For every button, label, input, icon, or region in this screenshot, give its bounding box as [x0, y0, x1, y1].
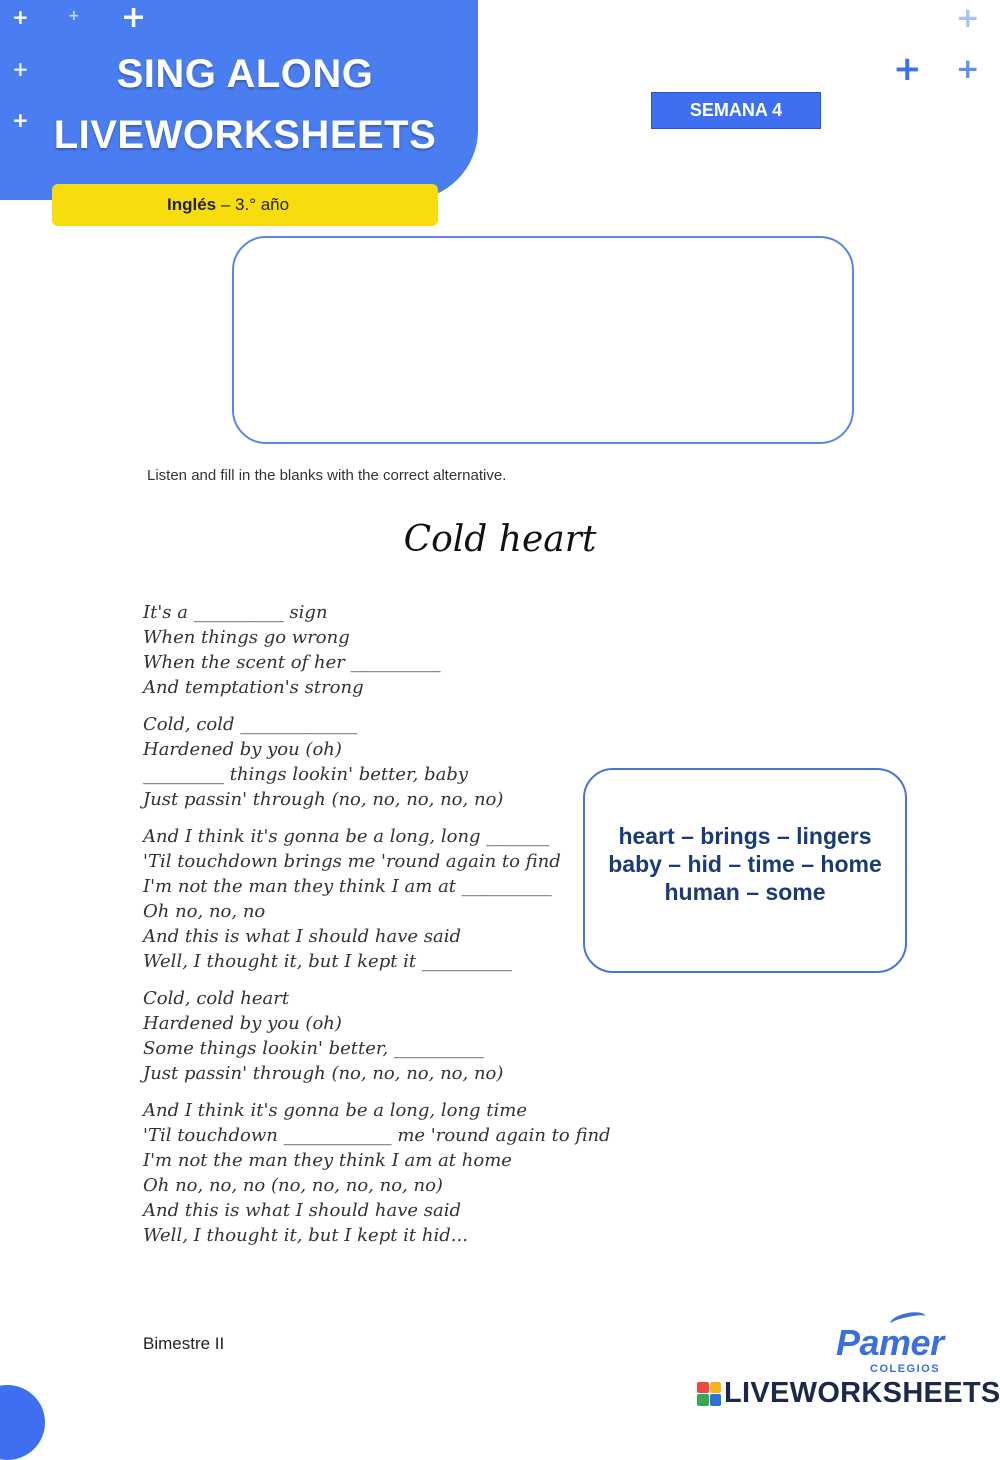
subject-label	[167, 195, 289, 215]
school-logo-subtitle: COLEGIOS	[870, 1363, 941, 1375]
lyric-line: And I think it's gonna be a long, long time	[143, 1100, 528, 1121]
term-label: Bimestre II	[143, 1334, 225, 1353]
lyric-line: And this is what I should have said	[143, 926, 461, 947]
lyric-line[interactable]: Well, I thought it, but I kept it __________	[143, 951, 512, 972]
plus-icon: +	[121, 0, 147, 35]
song-title: Cold heart	[403, 519, 597, 560]
lyric-line: I'm not the man they think I am at home	[143, 1150, 512, 1171]
plus-icon: +	[893, 49, 922, 89]
subject-bar	[52, 184, 438, 226]
word-bank-line: heart – brings – lingers	[618, 823, 872, 849]
lyric-line: Just passin' through (no, no, no, no, no)	[143, 1063, 504, 1084]
lyric-line[interactable]: Some things lookin' better, __________	[143, 1038, 484, 1059]
lyrics-stanza	[143, 1098, 611, 1248]
school-logo: Pamer	[836, 1322, 944, 1363]
lyric-line: And temptation's strong	[143, 677, 364, 698]
plus-icon: +	[12, 108, 29, 132]
lyric-line[interactable]: _________ things lookin' better, baby	[143, 764, 469, 785]
plus-icon: +	[68, 8, 80, 24]
word-bank	[583, 768, 907, 973]
lyrics-stanza	[143, 986, 611, 1086]
lyrics-stanza	[143, 600, 611, 700]
page-title-line1: SING ALONG	[116, 52, 374, 96]
lyric-line[interactable]: When the scent of her __________	[143, 652, 441, 673]
media-player-box[interactable]	[232, 236, 854, 444]
lyric-line: Hardened by you (oh)	[143, 1013, 342, 1034]
page-title-line2: LIVEWORKSHEETS	[53, 113, 437, 157]
lyric-line: Hardened by you (oh)	[143, 739, 342, 760]
plus-icon: +	[12, 57, 29, 81]
lyric-line: Just passin' through (no, no, no, no, no)	[143, 789, 504, 810]
plus-icon: +	[956, 52, 980, 85]
lyric-line[interactable]: And I think it's gonna be a long, long _______	[143, 826, 550, 847]
lyric-line[interactable]: 'Til touchdown ____________ me 'round again to find	[143, 1125, 611, 1146]
lyric-line: Cold, cold heart	[143, 988, 290, 1009]
plus-icon: +	[12, 5, 29, 29]
lyric-line: 'Til touchdown brings me 'round again to find	[143, 851, 561, 872]
word-bank-line: baby – hid – time – home	[608, 851, 882, 877]
instruction-text: Listen and fill in the blanks with the correct alternative.	[147, 467, 507, 484]
grade-label: – 3.° año	[216, 195, 290, 214]
header-banner	[0, 0, 478, 200]
week-badge: SEMANA 4	[651, 92, 821, 129]
lyric-line: When things go wrong	[143, 627, 350, 648]
liveworksheets-logo-icon	[697, 1382, 721, 1406]
liveworksheets-wordmark: LIVEWORKSHEETS	[724, 1377, 1000, 1409]
lyrics-stanza	[143, 712, 611, 812]
lyric-line: Oh no, no, no (no, no, no, no, no)	[143, 1175, 443, 1196]
word-bank-line: human – some	[664, 879, 826, 905]
subject-name: Inglés	[167, 195, 217, 214]
lyric-line: And this is what I should have said	[143, 1200, 461, 1221]
lyric-line[interactable]: I'm not the man they think I am at __________	[143, 876, 552, 897]
lyric-line: Oh no, no, no	[143, 901, 266, 922]
lyrics	[143, 600, 611, 1260]
liveworksheets-brand[interactable]	[697, 1377, 1000, 1410]
plus-icon: +	[956, 1, 980, 34]
corner-decoration	[0, 1385, 45, 1460]
lyrics-stanza	[143, 824, 611, 974]
lyric-line[interactable]: It's a __________ sign	[143, 602, 328, 623]
lyric-line: Well, I thought it, but I kept it hid...	[143, 1225, 468, 1246]
lyric-line[interactable]: Cold, cold _____________	[143, 714, 358, 735]
